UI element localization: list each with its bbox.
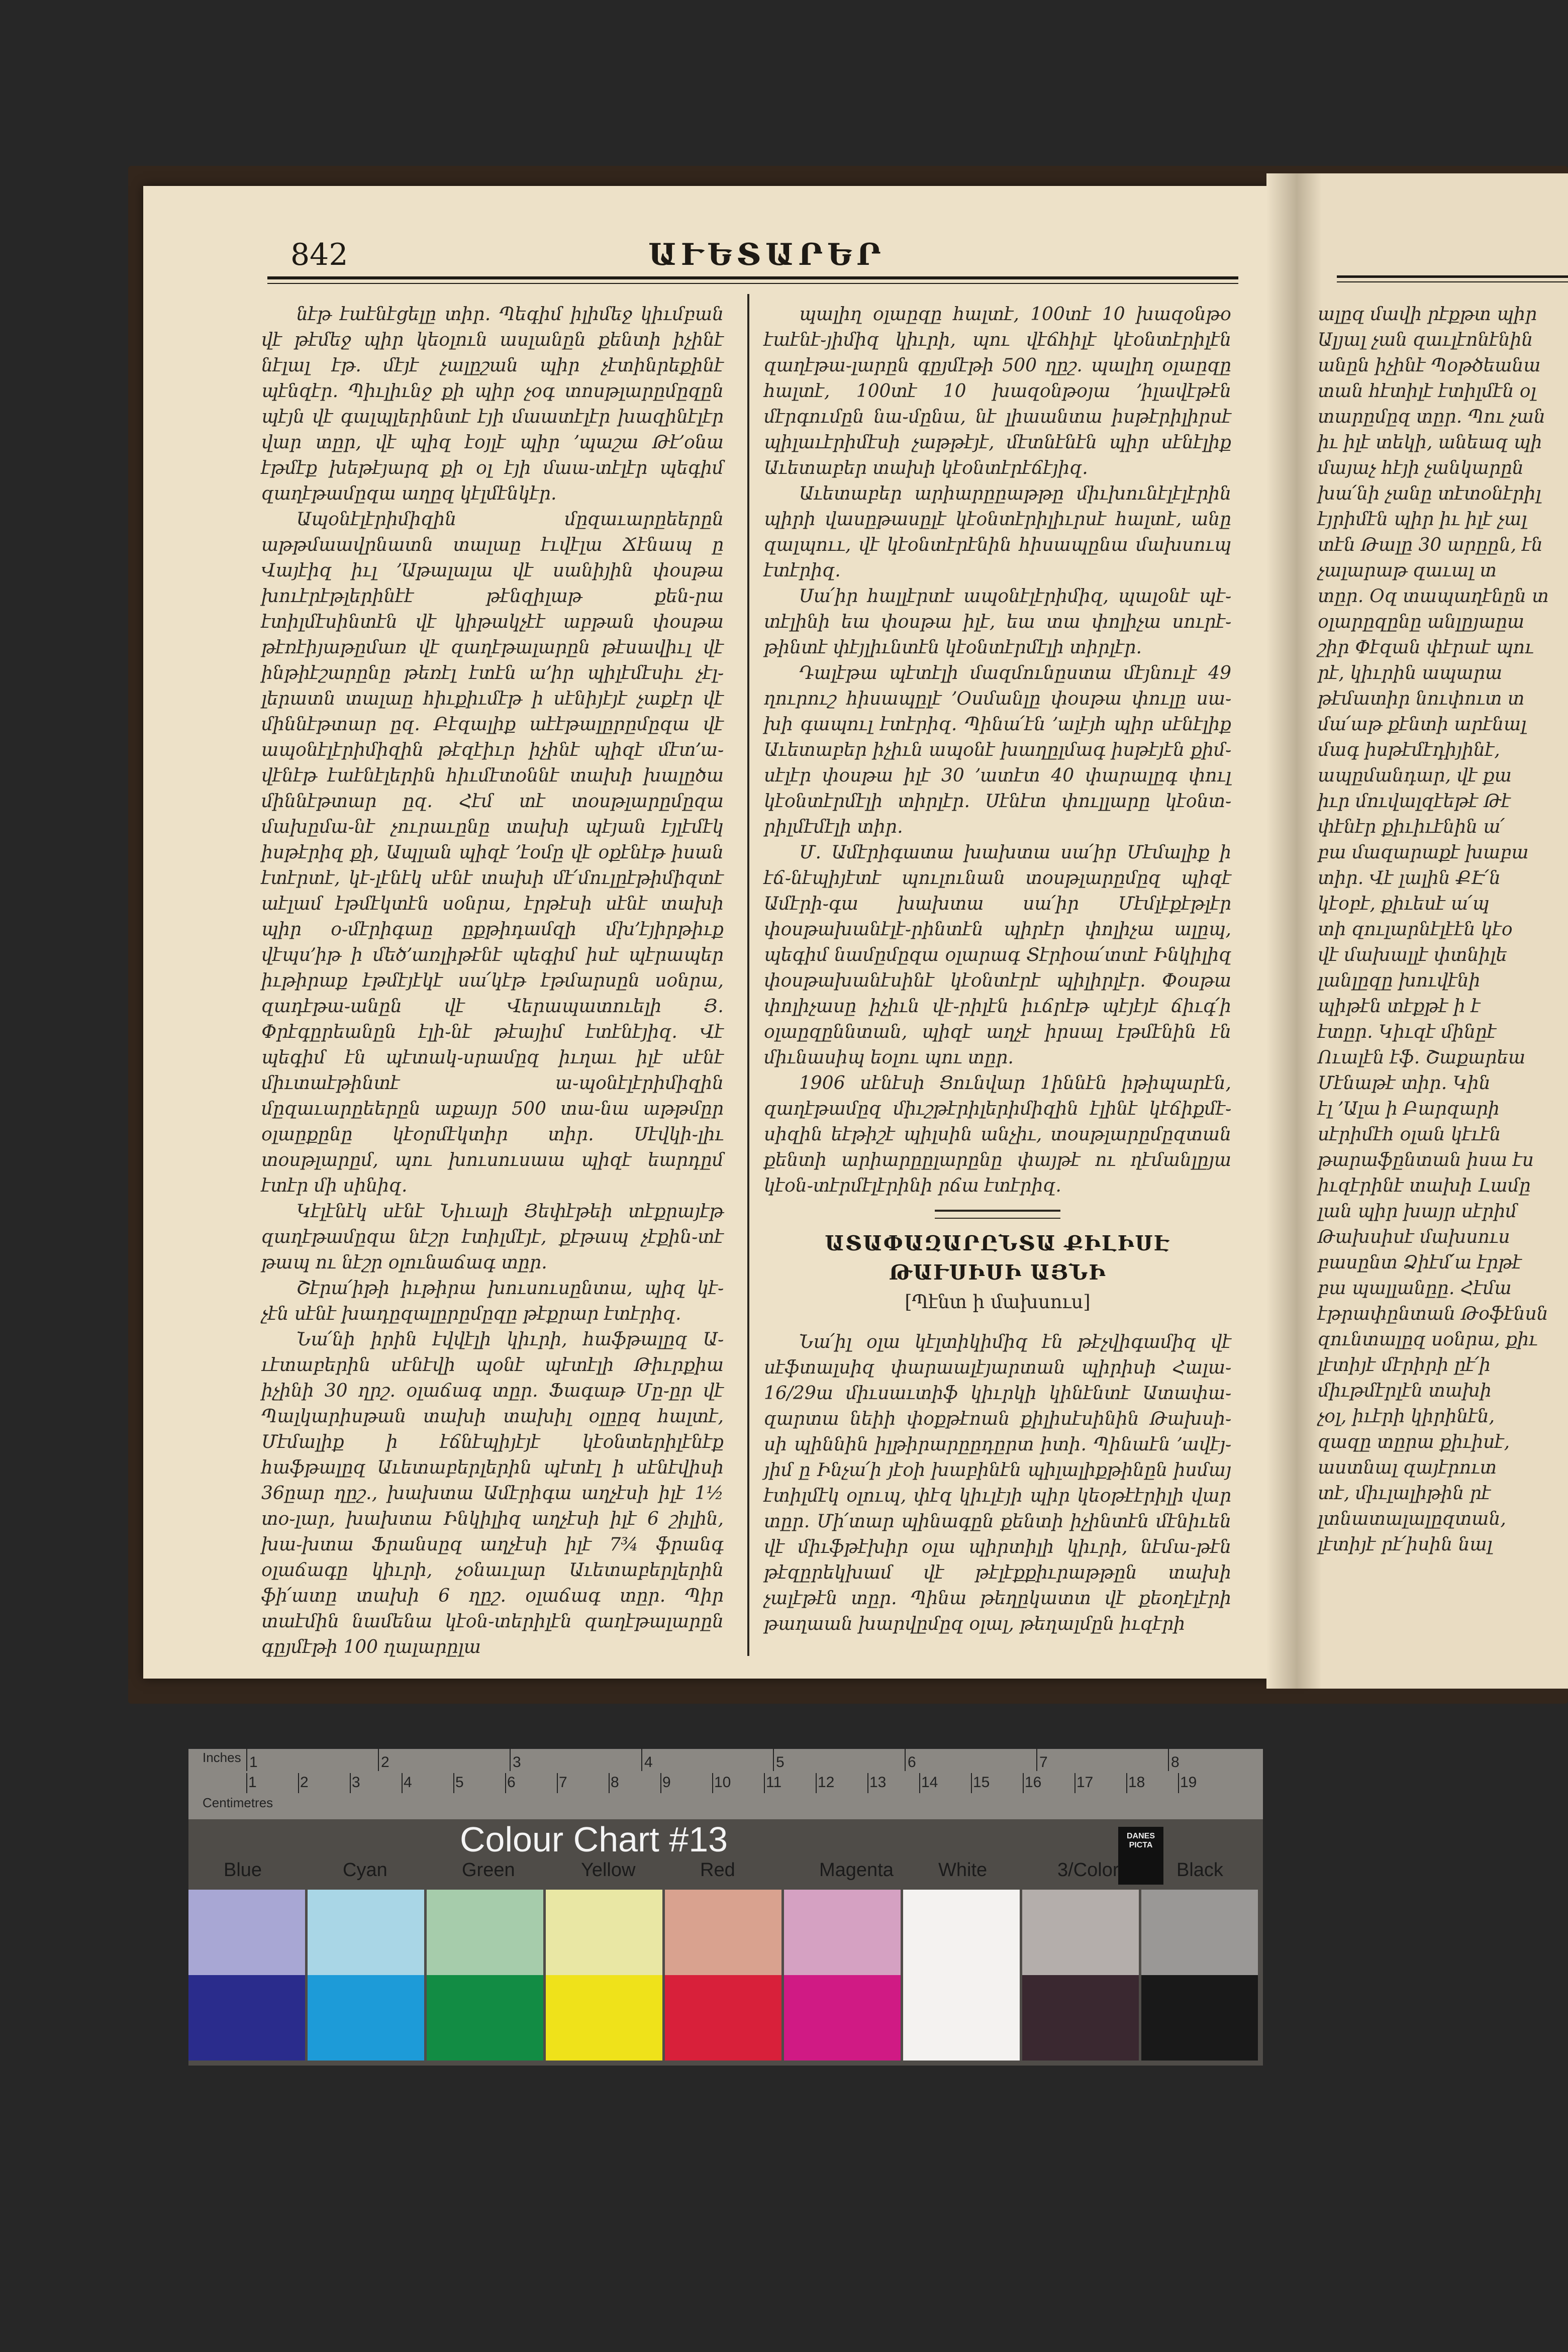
running-title: ԱՒԵՏԱՐԵՐ [648,237,886,272]
right-page-line: էլ ՚Ալա ի Բարզարի [1318,1099,1500,1119]
right-page-line: կէօբէ, քիւեսէ ա՛պ [1318,894,1490,914]
inch-tick-label: 7 [1039,1754,1048,1771]
cm-tick [660,1773,661,1793]
ruler-inches-label: Inches [203,1750,241,1765]
right-page-line: էթրափընտան Թօֆէնսն [1318,1304,1548,1324]
right-page-line: Թախսիսէ մախսուս [1318,1227,1510,1247]
right-page-line: չօլ, իւէրի կիրինէն, [1318,1406,1495,1427]
right-page-line: անըն իչինէ Պօթծեանա [1318,355,1541,376]
inch-tick-label: 4 [644,1754,653,1771]
cm-tick [453,1773,454,1793]
paragraph: Նա՛նի իրին էվվէլի կիւրի, հաֆթալըզ Ա֊ւէտաբերին սէնէվի պօնէ պէտէլի Թիւրքիա իչինի 30 ղրշ․ օլաճագ տըր․ Ֆագաթ Մը֊ըր վէ Պալկարիսթան տախի տախիլ օլըըզ հալտէ, Մէմալիք ի էճնէպիյէյէ կէօնտերիլէնէք հաֆթալըզ Աւետաբերլերին պէտէլ ի սէնէվիսի 36ըար ղըշ․, խախտա Ամէրիգա աղչէսի իլէ 1½ տօ֊լար, խախտա Ինկիլիզ աղչէսի իլէ 6 շիլին, խա֊խտա Ֆրանսըզ աղչէսի իլէ 7¾ ֆրանգ օլաճագը կիւրի, չօնաւլար Աւետաբերլերին ֆի՛ատը տախի 6 ղըշ․ օլաճագ տըր․ Պիր տաէմին նամենա կէօն֊տերիլէն զաղէթալարըն գըյմէթի 100 ղալարըլա [261,1329,724,1657]
inch-tick [773,1749,774,1771]
logo: DANES PICTA [1118,1827,1163,1885]
inch-tick [641,1749,642,1771]
swatch-label: Yellow [581,1859,636,1881]
swatch-light [903,1890,1020,1975]
cm-tick [505,1773,506,1793]
right-page-line: բասընտ Ձիէմ՛ա էրթէ [1318,1252,1522,1273]
right-page-line: լէտիյէ մէրիրի ըէ՛ի [1318,1355,1491,1376]
paragraph: 1906 սէնէսի Ցունվար 1իննէն իթիպարէն, զաղէթամըզ միւշթէրիլերիմիզին էլինէ կէճիքմէ֊սիզին եէթիշէ պիլսին անչիւ, տօսթլարըմըզտան քենտի արիարըըլարընը փայթէ ու ղէմանլըյա կէօն֊տէրմէլէրինի րճա էտէրիզ․ [764,1073,1231,1196]
right-page-line: լտնատալալըզտան, [1318,1509,1506,1529]
inch-tick-label: 8 [1171,1754,1180,1771]
cm-tick-label: 10 [714,1774,731,1791]
article-headline: ԱՏԱՓԱԶԱՐԸՆՏԱ ՔԻԼԻՍԷ ԹԱՒՍԻՍԻ ԱՅՆԻ [825,1231,1170,1285]
right-page-line: էտըր․ Կիւզէ մինըէ [1318,1022,1497,1042]
right-page-line: տի զուլարնէլէէն կէօ [1318,919,1513,940]
swatch-label: Red [700,1859,735,1881]
header-rule [267,276,1238,279]
cm-tick-label: 17 [1076,1774,1094,1791]
swatch-label: Blue [224,1859,262,1881]
cm-tick [1023,1773,1024,1793]
swatch-light [784,1890,901,1975]
right-page-line: զունտալըզ սօնրա, քիւ [1318,1329,1538,1350]
right-page-rule [1337,275,1568,278]
right-page-line: միւթմէրլէն տախի [1318,1381,1492,1401]
cm-tick [764,1773,765,1793]
right-column [764,302,1231,1637]
cm-tick-label: 19 [1180,1774,1197,1791]
swatch-dark [1141,1975,1258,2061]
cm-tick [1074,1773,1075,1793]
cm-tick [867,1773,868,1793]
right-page-line: զազը տըրա քիւիսէ, [1318,1432,1510,1452]
paragraph: Դալէթա պէտէլի մազմունըստա մէյնուլէ 49 ղուրուշ հիսապըլէ ՚Օսմանլը փօսթա փուլը սա֊խի գապուլ էտէրիզ․ Պինա՛էն ՚ալէյհ պիր սէնէլիք Աւետաբեր իչիւն ապօնէ խաղըլմագ իսթէյէն քիմ֊սէլէր փօսթա իլէ 30 ՚ատէտ 40 փարալըգ փուլ կէօնտէրմէլի տիրլէր․ Սէնէտ փուլլարը կէօնտ֊րիլմէմէլի տիր․ [764,663,1231,837]
swatch-label: Black [1177,1859,1223,1881]
cm-tick [557,1773,558,1793]
right-page-line: Մէնաթէ տիր․ Կին [1318,1073,1491,1094]
right-page-line: բա մազարաքէ խաբա [1318,842,1529,863]
swatch-dark [784,1975,901,2061]
inch-tick-label: 5 [776,1754,785,1771]
cm-tick [1178,1773,1179,1793]
left-column [261,302,724,1660]
right-page-line: էյրիմէն պիր իւ իլէ չալ [1318,509,1527,530]
paragraph: Աւետաբեր արիարըըաթթը միւխունէլէլէրին պիրի վասըթասըլէ կէօնտէրիլիւրսէ հալտէ, անը զալպոււ, վէ կէօնտէրէնին հիսապընա մախսուպ էտէրիզ․ [764,483,1231,581]
right-page-line: տան հէտիլէ էտիլմէն օլ [1318,381,1536,402]
swatch-dark [665,1975,781,2061]
article-subhead: [Պէնտ ի մախսուս] [905,1291,1091,1313]
right-page-line: տարըմըզ տըր․ Պու չան [1318,407,1545,427]
cm-tick-label: 3 [352,1774,360,1791]
inch-tick [246,1749,247,1771]
right-page-line: թէմատիր նուփուտ տ [1318,689,1525,709]
header-rule-thin [267,283,1238,284]
right-page-line: լէտիյէ րէ՛իսին նալ [1318,1534,1493,1555]
cm-tick-label: 9 [662,1774,671,1791]
ruler-cm-label: Centimetres [203,1795,273,1810]
inch-tick-label: 3 [513,1754,521,1771]
ruler [188,1749,1263,1819]
section-ornament [935,1210,1060,1219]
page-number: 842 [290,237,348,272]
cm-tick [298,1773,299,1793]
right-page-line: խա՛նի չանը տէտօնէրիլ [1318,483,1541,504]
right-page-line: շիր Փէզան փէրաէ պու [1318,637,1534,658]
cm-tick [609,1773,610,1793]
cm-tick-label: 6 [507,1774,516,1791]
right-page-line: Ուալէն էֆ․ Շաքարեա [1318,1047,1526,1068]
swatch-dark [546,1975,662,2061]
cm-tick [350,1773,351,1793]
right-page-line: Ալյալ չան զաւլէոնէնին [1318,330,1533,350]
cm-tick [919,1773,920,1793]
right-page-line: օլարըզընը անլըյաըա [1318,612,1525,632]
swatch-dark [308,1975,424,2061]
swatch-light [1022,1890,1139,1975]
swatch-light [188,1890,305,1975]
colour-chart-card [188,1749,1263,2066]
paragraph: պալիղ օլաըզը հալտէ, 100տէ 10 խազօնթօ էաէնէ֊յիմիզ կիւրի, պու վէճհիլէ կէօնտէրիլէն զաղէթա֊լարըն գըյմէթի 500 ղըշ․ պալիղ օլաըզը հալտէ, 100տէ 10 խազօնթօյա ՚իլավէթէն մէրգումըն նա֊մընա, նէ լիաանտա իսթէրիլիրսէ պիլաւէրիմէսի չաթթէյէ, մէտնէնէն պիր սէնէլիք Աւետաբեր տախի կէօնտէրէճէյիզ․ [764,304,1231,478]
swatch-label: White [938,1859,988,1881]
swatch-light [665,1890,781,1975]
swatch-dark [903,1975,1020,2061]
cm-tick-label: 16 [1025,1774,1042,1791]
article-body: Նա՛իլ օլա կէլտիկիմիզ էն թէչվիգամիզ վէ սէֆտալսիզ փարաալէյարտան պիրիսի Հալա֊16/29ա միւսաւտիֆ կիւրկի կինէնտէ Ատափա֊զարտա նեիի փօքթէոան քիլիսէսինին Թախսի֊սի պիննին իլթիրարըըդըրտ իտի․ Պինաէն ՚ավէյ֊յիմ ը Ինչա՛ի յէօի խաբինէն պիլալիքթինըն իսմայ էտիլմէկ օլուպ, փէզ կիւլէյի պիր կեօթէէրիլի վար տըր․ Մի՛տար պինագըն քենտի իչինտէն մէնիւեն վէ միւֆթէխիր օլա պիրտիլի կիւրի, նէմա֊թէն թէզըրեկխամ վէ թէլէքքիւրաթթըն տախի չալէթէն տըր․ Պինա թեղըկատտ վէ քեօղէլէրի թաղաան խարվըմըզ օլալ, թեղալմըն իւզէրի [764,1332,1231,1634]
cm-tick [816,1773,817,1793]
cm-tick [246,1773,247,1793]
swatch-dark [1022,1975,1139,2061]
cm-tick-label: 12 [818,1774,835,1791]
swatch-light [546,1890,662,1975]
right-page-line: րէ, կիւրին ապարա [1318,663,1503,683]
right-page-line: սէրիմէհ օլան կէւէն [1318,1124,1501,1145]
inch-tick-label: 6 [908,1754,916,1771]
column-divider [747,294,749,1656]
right-page-line: պիթէն տէքթէ ի է [1318,996,1481,1017]
cm-tick-label: 4 [404,1774,412,1791]
right-page-line: տէն Թալը 30 արըըն, էն [1318,535,1543,555]
cm-tick [712,1773,713,1793]
right-page-line: լան պիր խայր սէրիմ [1318,1201,1517,1222]
paragraph: Մ․ Ամէրիգատա խախտա սա՛իր Մէմալիք ի էճ֊նէպիյէտէ պուլունան տօսթլարըմըզ պիզէ Ամէրի֊գա խախտա սա՛իր Մէմլէքէթլէր փօսթախանէլէ֊րինտէն պիրէր փոլիչա ալըպ, պեգիմ նամըմըզա օլարագ Տէրիօա՛տտէ Ինկիլիզ փօսթախանէսինէ կէօնտէրէ պիլիրլէր․ Փօսթա փոլիչասը իչիւն վէ֊րիլէն իւճրէթ պէյէյէ ճիւգ՛ի օլաըզըննտան, պիզէ աղչէ իրսալ էթմէնին էն միւնասիպ եօլու պու տըր․ [764,842,1231,1068]
inch-tick [510,1749,511,1771]
swatch-label: Magenta [819,1859,894,1881]
swatch-label: Green [462,1859,515,1881]
right-page-line: վէ մախալլէ փտնիլե [1318,945,1507,965]
swatch-label: 3/Color [1057,1859,1119,1881]
cm-tick-label: 5 [455,1774,464,1791]
inch-tick [1036,1749,1037,1771]
right-page-line: իւզէրինէ տախի Լամը [1318,1175,1531,1196]
right-page-line: տըր․ Օզ տապաղէնըն տ [1318,586,1549,607]
right-page-line: ալըզ մավի րէքթտ պիր [1318,304,1537,325]
right-page-line: տէ, միւլալիթին րէ [1318,1483,1491,1504]
right-page-line: լանլըզը խուվէնի [1318,970,1481,991]
book-gutter [1266,173,1322,1689]
right-page-line: բա պալլանըը․ Հէմա [1318,1278,1512,1299]
swatch-dark [188,1975,305,2061]
right-page-line: մայաչ հէյի չանկարըն [1318,458,1524,478]
inch-tick-label: 2 [381,1754,389,1771]
cm-tick-label: 18 [1128,1774,1145,1791]
cm-tick-label: 11 [766,1774,782,1791]
right-page-line: ապըմանդար, վէ քա [1318,765,1512,786]
right-page-text [1318,302,1568,1557]
cm-tick-label: 15 [973,1774,990,1791]
swatch-dark [427,1975,543,2061]
cm-tick-label: 7 [559,1774,567,1791]
inch-tick [1168,1749,1169,1771]
cm-tick-label: 1 [248,1774,257,1791]
right-page-line: իւր մուվալզէեթէ Թէ [1318,791,1511,812]
swatch-light [427,1890,543,1975]
right-page-line: թարաֆընտան իսա էս [1318,1150,1534,1170]
right-page-rule-thin [1337,281,1568,282]
swatch-label: Cyan [343,1859,387,1881]
right-page-line: չալարաթ զաւալ տ [1318,560,1497,581]
paragraph: Ապօնէլէրիմիզին մըզաւարըեերըն աթթմաավրնատն տալաը էւվէլա Ճէնապ ը Վայէիզ իւլ ՚Աթալալա վէ սանիյին փօսթա խուէրէթլերինէէ թէնզիլաթ քեն֊րա էտիլմէսինտէն վէ կիթակչէէ աբթան փօսթա թէռէիյաթըմառ վէ զաղէթալարըն թէսավիւլ վէ ինթիէշարընը թեռէլ էտէն ա՚իր պիլէմէսիւ չէլ֊լերատն տալաը հիւքիւմէթ ի սէնիյէյէ չաքէր վէ միննէթտար ըզ․ Բէզալիք աէէթալըրըմըզա վէ ապօնէլէրիմիզին թէզէիւր իչինէ պիզէ մէտ՚ա֊վէնէթ էաէնէլերին հիւմէտօննէ տախի խալըծա միննէթտար ըզ․ Հէմ տէ տօսթլարըմըզա մախըմա֊նէ չուրաւընը տախի պէյան էյլէմէկ իսթէրիզ քի, Ապլան պիզէ ՚էօմը վէ օքէնէթ իսան էտէրտէ, կէ֊լէնէկ սէնէ տախի մէ՛մուլըէթիմիզտէ աէլամ էթմէկտէն սօնրա, էրթէսի սէնէ տախի պիր օ֊մէրիգաը ըքթիդամզի մխ՚էյիրթիւք վէպս՚իթ ի մեծ՚առլիթէնէ պեգիմ իսէ պէրապեր իւթիրաք էթմէյէկէ սա՛կէթ էթմարսըն սօնրա, զադէթա֊անըն վէ Վերապատուելի Յ․ Փրէգըրեանըն էլի֊նէ թէայիմ էտէնէյիզ․ Վէ պեգիմ էն պէտակ֊սրամըզ իւղաւ իլէ սէնէ միւտաէթինտէ ա֊պօնէլէրիմիզին մըզաւարըեերըն աքայր 500 տա֊նա աթթմըր օլաըքընը կէօրմէկտիր տիր․ Սէվկի֊լիւ տօսթլարըմ, պու խուսուսաա պիզէ եարդըմ էտէր մի սինիզ․ [261,509,724,1196]
cm-tick-label: 8 [611,1774,619,1791]
cm-tick [1126,1773,1127,1793]
right-page-line: աստնալ զայէրուտ [1318,1457,1497,1478]
right-page-line: մա՛աթ քէնտի արէնալ [1318,714,1527,735]
inch-tick-label: 1 [249,1754,258,1771]
cm-tick-label: 2 [300,1774,309,1791]
paragraph: Սա՛իր հալլէրտէ ապօնէլէրիմիզ, պալօնէ պէ֊տէլինի եա փօսթա իլէ, եա տա փոլիչա սուրէ֊թինտէ փէյլիւնտէն կէօնտէրմէլի տիրլէր․ [764,586,1231,658]
cm-tick [971,1773,972,1793]
cm-tick-label: 14 [921,1774,938,1791]
paragraph: նէթ էաէնէցելը տիր․ Պեգիմ իլիմեջ կիւմբան վէ թէմեջ պիր կեօլուն ասլանըն քենտի իչինէ նէլալ էթ․ մէյէ չալըշան պիր չէտինրեքինէ պէնզէր․ Պիւլիւնջ քի պիր չօգ տոսթլարըմըզըն պէյն վէ գալպլերինտէ էյի մաատէլէր խազինէլէր վար տըր, վէ պիզ էօյլէ պիր ՚պաշա Թէ՚օնա էթմէք խեթէյարզ քի օլ էյի մաա֊տէլէր պեգիմ զաղէթամըզա աղըզ կէլմէնկէր․ [261,304,724,504]
colour-chart-title: Colour Chart #13 [460,1820,728,1859]
cm-tick-label: 13 [869,1774,887,1791]
inch-tick [905,1749,906,1771]
cm-tick [402,1773,403,1793]
right-page-line: տիր․ Վէ լալին ՔԷ՛ն [1318,868,1501,889]
paragraph: Կէլէնէկ սէնէ Նիւալի Յեփէթեի տէքրայէթ զաղէթամըզա նէշր էտիլմէյէ, քէթապ չէքին֊տէ թապ ու նէշր օլունաճագ տըր․ [261,1201,724,1273]
swatch-light [308,1890,424,1975]
right-page-line: փէնէր քիւիւէնին ա՛ [1318,817,1505,837]
paragraph: Շէրա՛իթի իւթիրա խուսուսընտա, պիզ կէ֊չէն սէնէ խադըզալըրըմըզը թէքրար էտէրիզ․ [261,1278,724,1324]
inch-tick [378,1749,379,1771]
swatch-light [1141,1890,1258,1975]
right-page-line: իւ իլէ տեկի, անեազ պի [1318,432,1542,453]
right-page-line: մագ իսթէմէդիյինէ, [1318,740,1500,760]
